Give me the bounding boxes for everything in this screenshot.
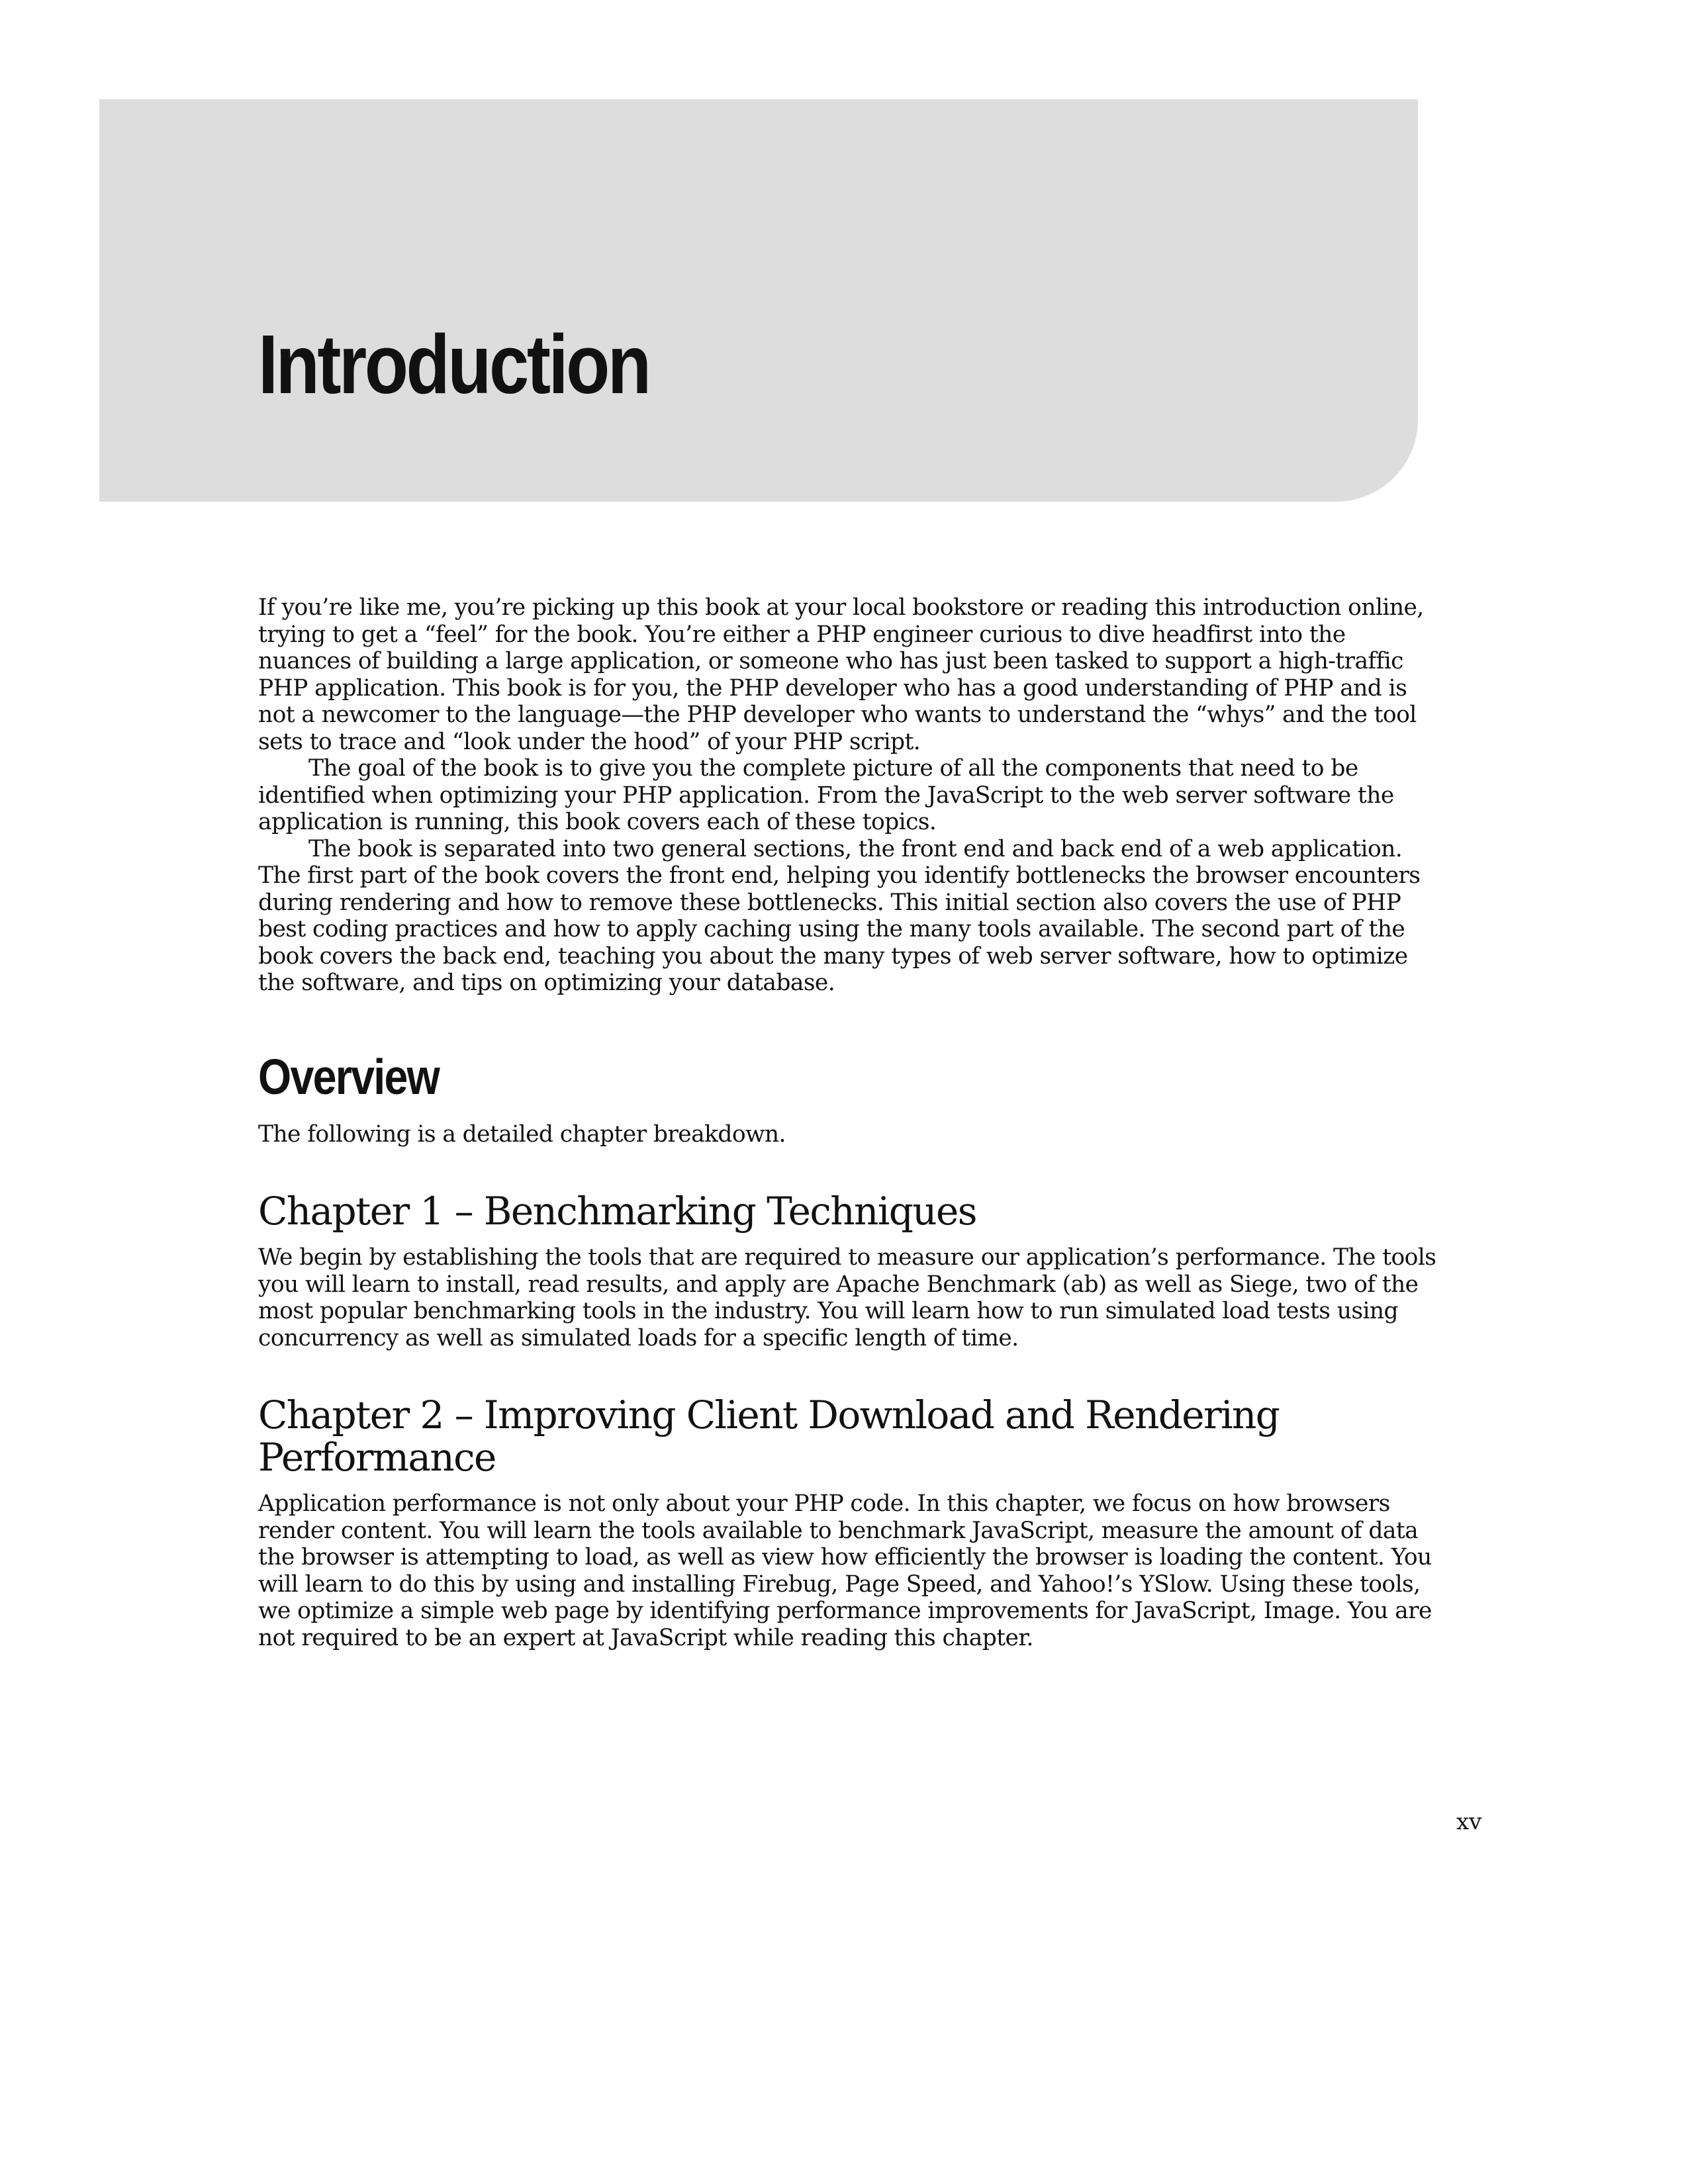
intro-paragraph-1: If you’re like me, you’re picking up this book at your local bookstore or reading this introduction online, trying to get a “feel” for the book. You’re either a PHP engineer curious to dive headfirst into the nuances of building a large application, or someone who has just been tasked to support a high-traffic PHP application. This book is for you, the PHP developer who has a good understanding of PHP and is not a newcomer to the language—the PHP developer who wants to understand the “whys” and the tool sets to trace and “look under the hood” of your PHP script. — [258, 594, 1424, 755]
chapter-1-body: We begin by establishing the tools that are required to measure our application’s performance. The tools you will learn to install, read results, and apply are Apache Benchmark (ab) as well as Siege, two of the most popular benchmarking tools in the industry. You will learn how to run simulated load tests using concurrency as well as simulated loads for a specific length of time. — [258, 1244, 1436, 1351]
intro-paragraph-2: The goal of the book is to give you the complete picture of all the components that need to be identified when optimizing your PHP application. From the JavaScript to the web server software the application is running, this book covers each of these topics. — [258, 755, 1394, 835]
intro-paragraph-3: The book is separated into two general sections, the front end and back end of a web application. The first part of the book covers the front end, helping you identify bottlenecks the browser encounters during rendering and how to remove these bottlenecks. This initial section also covers the use of PHP best coding practices and how to apply caching using the many tools available. The second part of the book covers the back end, teaching you about the many types of web server software, how to optimize the software, and tips on optimizing your database. — [258, 835, 1421, 996]
overview-heading: Overview — [258, 1048, 440, 1105]
chapter-1-heading: Chapter 1 – Benchmarking Techniques — [258, 1189, 976, 1234]
chapter-title: Introduction — [258, 318, 649, 411]
chapter-2-heading: Chapter 2 – Improving Client Download and Rendering Performance — [258, 1392, 1280, 1480]
chapter-title-band — [99, 99, 1418, 502]
page-content — [258, 594, 1436, 1651]
page-number: xv — [1456, 1809, 1482, 1835]
overview-intro: The following is a detailed chapter breakdown. — [258, 1120, 786, 1148]
chapter-2-body: Application performance is not only about your PHP code. In this chapter, we focus on how browsers render content. You will learn the tools available to benchmark JavaScript, measure the amount of data the browser is attempting to load, as well as view how efficiently the browser is loading the content. You will learn to do this by using and installing Firebug, Page Speed, and Yahoo!’s YSlow. Using these tools, we optimize a simple web page by identifying performance improvements for JavaScript, Image. You are not required to be an expert at JavaScript while reading this chapter. — [258, 1490, 1432, 1651]
